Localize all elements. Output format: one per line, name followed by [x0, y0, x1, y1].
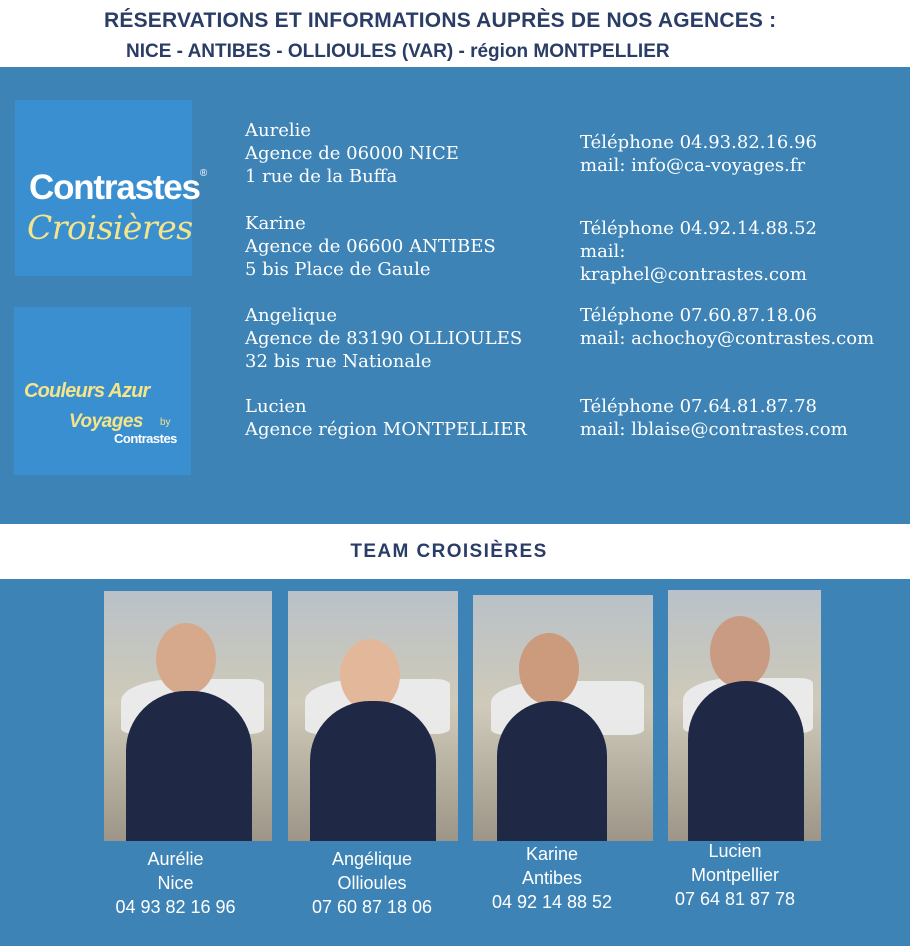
agency-contact-name: Angelique — [245, 305, 338, 326]
agency-antibes-block — [245, 212, 496, 281]
team-member-aurelie — [98, 847, 253, 919]
agency-phone: Téléphone 04.92.14.88.52 — [580, 218, 817, 239]
member-name: Angélique — [331, 849, 413, 869]
agency-mail[interactable]: kraphel@contrastes.com — [580, 264, 807, 285]
logo-registered-mark: ® — [199, 168, 206, 179]
agency-nice-block — [245, 119, 459, 188]
agency-phone: Téléphone 07.60.87.18.06 — [580, 305, 817, 326]
agency-montpellier-block — [245, 395, 527, 441]
agencies-section — [0, 67, 910, 524]
agency-address: 5 bis Place de Gaule — [245, 259, 431, 280]
agency-mail[interactable]: mail: lblaise@contrastes.com — [580, 419, 848, 440]
member-phone: 04 93 82 16 96 — [115, 897, 236, 917]
agency-nice-contact — [580, 131, 817, 177]
logo-voyages: Voyages — [69, 411, 143, 432]
member-city: Nice — [157, 873, 194, 893]
member-city: Antibes — [521, 868, 583, 888]
team-photo-angelique — [288, 591, 458, 841]
team-section — [0, 579, 910, 946]
member-phone: 07 60 87 18 06 — [311, 897, 433, 917]
member-name: Aurélie — [147, 849, 204, 869]
header-title: RÉSERVATIONS ET INFORMATIONS AUPRÈS DE NOS AGENCES : — [104, 9, 777, 32]
logo-couleurs-azur: Couleurs Azur — [24, 380, 150, 402]
member-name: Lucien — [708, 841, 762, 861]
agency-address: 32 bis rue Nationale — [245, 351, 432, 372]
member-city: Ollioules — [337, 873, 407, 893]
team-photo-karine — [473, 595, 653, 841]
logo-word-contrastes: Contrastes — [29, 168, 200, 207]
header-agencies-list: NICE - ANTIBES - OLLIOULES (VAR) - région MONTPELLIER — [126, 41, 670, 62]
logo-brand-contrastes: Contrastes — [114, 431, 177, 446]
member-phone: 04 92 14 88 52 — [491, 892, 613, 912]
agency-antibes-contact — [580, 217, 817, 286]
agency-name: Agence de 83190 OLLIOULES — [245, 328, 523, 349]
team-title: TEAM CROISIÈRES — [350, 541, 548, 562]
contrastes-croisieres-logo — [15, 100, 206, 276]
agency-address: 1 rue de la Buffa — [245, 166, 398, 187]
agency-name: Agence de 06600 ANTIBES — [245, 236, 496, 257]
team-photo-aurelie — [104, 591, 272, 841]
agency-name: Agence de 06000 NICE — [245, 143, 459, 164]
agency-phone: Téléphone 07.64.81.87.78 — [580, 396, 817, 417]
agency-contact-name: Karine — [245, 213, 306, 234]
team-member-karine — [474, 842, 630, 914]
member-city: Montpellier — [690, 865, 780, 885]
logo-by: by — [160, 417, 171, 428]
agency-contact-name: Lucien — [245, 396, 307, 417]
agency-ollioules-contact — [580, 304, 874, 350]
logo-word-croisieres: Croisières — [27, 208, 193, 247]
agency-ollioules-block — [245, 304, 522, 373]
agency-name: Agence région MONTPELLIER — [245, 419, 527, 440]
team-photo-lucien — [668, 590, 821, 841]
agency-mail-label: mail: — [580, 241, 626, 262]
agency-mail[interactable]: mail: achochoy@contrastes.com — [580, 328, 875, 349]
member-name: Karine — [525, 844, 579, 864]
agency-contact-name: Aurelie — [245, 120, 312, 141]
agency-phone: Téléphone 04.93.82.16.96 — [580, 132, 817, 153]
team-member-lucien — [656, 839, 814, 911]
member-phone: 07 64 81 87 78 — [674, 889, 796, 909]
header — [0, 0, 910, 67]
agency-montpellier-contact — [580, 395, 848, 441]
team-title-band — [0, 524, 910, 579]
agency-mail[interactable]: mail: info@ca-voyages.fr — [580, 155, 806, 176]
team-member-angelique — [292, 847, 452, 919]
couleurs-azur-voyages-logo — [14, 307, 191, 475]
